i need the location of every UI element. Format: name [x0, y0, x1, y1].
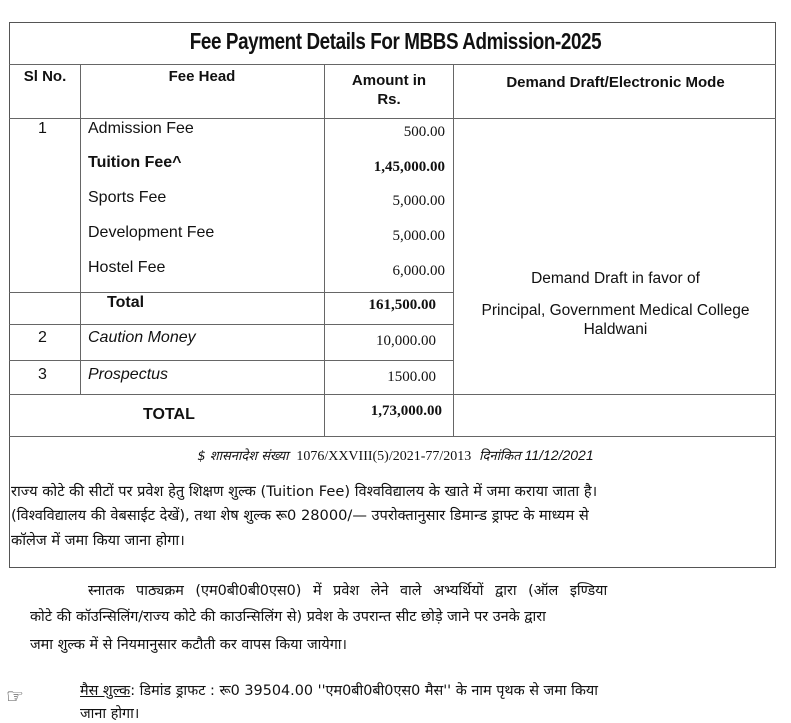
row-sports-fee-head: Sports Fee: [88, 189, 167, 206]
total-row-bottom-border: [9, 324, 453, 325]
header-bottom-border: [9, 118, 776, 119]
order-number: 1076/XXVIII(5)/2021-77/2013: [296, 449, 472, 464]
header-amount-line1: Amount in: [351, 72, 427, 89]
row-1-sl: 1: [38, 120, 47, 137]
caution-row-bottom-border: [9, 360, 453, 361]
header-amount-line2: Rs.: [377, 91, 401, 108]
mess-fee-line1: [80, 681, 598, 700]
page-title: Fee Payment Details For MBBS Admission-2025: [189, 28, 602, 54]
row-tuition-fee-amount: 1,45,000.00: [373, 159, 445, 175]
demand-draft-line2: Principal, Government Medical College: [481, 302, 750, 319]
row-admission-fee-amount: 500.00: [403, 124, 445, 140]
row-caution-money-amount: 10,000.00: [376, 333, 436, 349]
table-bottom-border: [9, 436, 776, 437]
row-caution-money-head: Caution Money: [88, 329, 196, 346]
row-development-fee-head: Development Fee: [88, 224, 215, 241]
mess-fee-detail: : डिमांड ड्राफट : रू0 39504.00 ''एम0बी0बी0एस0 मैस'' के नाम पृथक से जमा किया: [130, 683, 598, 699]
row-total-label: Total: [107, 294, 145, 311]
government-order-note: [0, 446, 791, 465]
row-total-amount: 161,500.00: [368, 297, 436, 313]
tuition-paragraph-line1: राज्य कोटे की सीटों पर प्रवेश हेतु शिक्षण शुल्क (Tuition Fee) विश्वविद्यालय के खाते में जमा कराया जाता है।: [11, 483, 598, 500]
row-hostel-fee-head: Hostel Fee: [88, 259, 166, 276]
refund-paragraph-line2: कोटे की कॉउन्सिलिंग/राज्य कोटे की काउन्सिलिंग से) प्रवेश के उपरान्त सीट छोड़े जाने पर उनके द्वारा: [30, 609, 546, 625]
mess-fee-line2: जाना होगा।: [80, 706, 140, 722]
row-hostel-fee-amount: 6,000.00: [392, 263, 445, 279]
row-sports-fee-amount: 5,000.00: [392, 193, 445, 209]
order-dated-label: दिनांकित: [479, 449, 521, 464]
col-divider-amount: [453, 64, 454, 436]
table-top-border: [9, 64, 776, 65]
grand-total-top-border: [9, 394, 776, 395]
row-3-sl: 3: [38, 366, 47, 383]
header-mode: Demand Draft/Electronic Mode: [506, 74, 725, 91]
row-prospectus-amount: 1500.00: [387, 369, 436, 385]
header-sl-no: Sl No.: [23, 68, 67, 85]
tuition-paragraph-line2: (विश्वविद्यालय की वेबसाईट देखें), तथा शेष शुल्क रू0 28000/— उपरोक्तानुसार डिमान्ड ड्राफ्ट के माध्यम से: [11, 507, 589, 524]
total-row-top-border: [9, 292, 453, 293]
order-date: 11/12/2021: [524, 447, 594, 463]
header-fee-head: Fee Head: [168, 68, 236, 85]
row-2-sl: 2: [38, 329, 47, 346]
demand-draft-line3: Haldwani: [583, 321, 648, 338]
tuition-paragraph-line3: कॉलेज में जमा किया जाना होगा।: [11, 532, 185, 549]
row-development-fee-amount: 5,000.00: [392, 228, 445, 244]
row-tuition-fee-head: Tuition Fee^: [88, 154, 182, 171]
order-prefix: $ शासनादेश संख्या: [197, 449, 289, 464]
refund-paragraph-line1: स्नातक पाठ्यक्रम (एम0बी0बी0एस0) में प्रवेश लेने वाले अभ्यर्थियों द्वारा (ऑल इण्डिया: [88, 583, 608, 599]
col-divider-sl: [80, 64, 81, 394]
mess-fee-label: मैस शुल्क: [80, 683, 131, 699]
row-prospectus-head: Prospectus: [88, 366, 169, 383]
demand-draft-line1: Demand Draft in favor of: [531, 270, 700, 287]
grand-total-label: TOTAL: [143, 406, 195, 423]
refund-paragraph-line3: जमा शुल्क में से नियमानुसार कटौती कर वापस किया जायेगा।: [30, 637, 347, 653]
grand-total-amount: 1,73,000.00: [370, 403, 442, 419]
pointing-hand-icon: ☞: [6, 686, 24, 708]
row-admission-fee-head: Admission Fee: [88, 120, 194, 137]
